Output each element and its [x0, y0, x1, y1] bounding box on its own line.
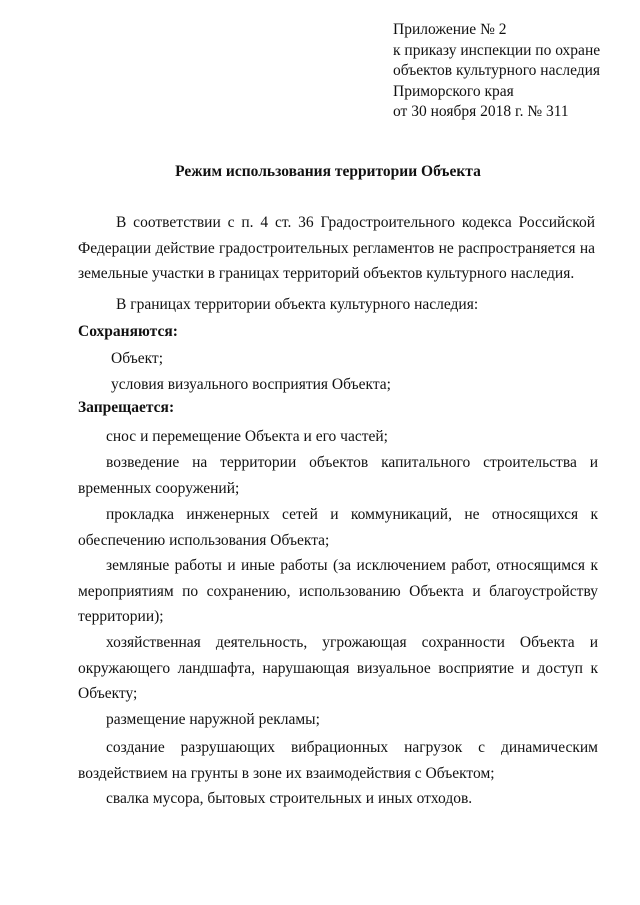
- intro-paragraph-territory: В границах территории объекта культурного наследия:: [116, 296, 479, 313]
- preserved-item: условия визуального восприятия Объекта;: [111, 376, 391, 393]
- prohibited-item: прокладка инженерных сетей и коммуникаций, не относящихся к обеспечению использования Объекта;: [78, 506, 598, 549]
- appendix-line: Приложение № 2: [393, 21, 507, 38]
- appendix-line: к приказу инспекции по охране: [393, 41, 601, 59]
- appendix-line: от 30 ноября 2018 г. № 311: [393, 103, 569, 120]
- prohibited-heading: Запрещается:: [78, 399, 175, 416]
- document-title: Режим использования территории Объекта: [175, 163, 481, 180]
- prohibited-item: снос и перемещение Объекта и его частей;: [106, 428, 388, 445]
- prohibited-item: свалка мусора, бытовых строительных и иных отходов.: [106, 790, 473, 807]
- preserved-item: Объект;: [111, 350, 163, 367]
- appendix-line: объектов культурного наследия: [393, 62, 601, 79]
- appendix-line: Приморского края: [393, 82, 514, 100]
- prohibited-item: размещение наружной рекламы;: [106, 711, 320, 728]
- prohibited-item: создание разрушающих вибрационных нагрузок с динамическим воздействием на грунты в зоне их взаимодействия с Объектом;: [78, 739, 598, 782]
- prohibited-item: хозяйственная деятельность, угрожающая сохранности Объекта и окружающего ландшафта, нарушающая визуальное восприятие и доступ к Объекту;: [78, 634, 598, 702]
- prohibited-item: земляные работы и иные работы (за исключением работ, относящимся к мероприятиям по сохранению, использованию Объекта и благоустройству территории);: [78, 557, 598, 625]
- preserved-heading: Сохраняются:: [78, 323, 178, 340]
- intro-paragraph: В соответствии с п. 4 ст. 36 Градостроительного кодекса Российской Федерации действие градостроительных регламентов не распространяется на земельные участки в границах территорий объектов культурного наследия.: [78, 214, 595, 282]
- appendix-reference: [393, 20, 600, 123]
- prohibited-item: возведение на территории объектов капитального строительства и временных сооружений;: [78, 454, 598, 497]
